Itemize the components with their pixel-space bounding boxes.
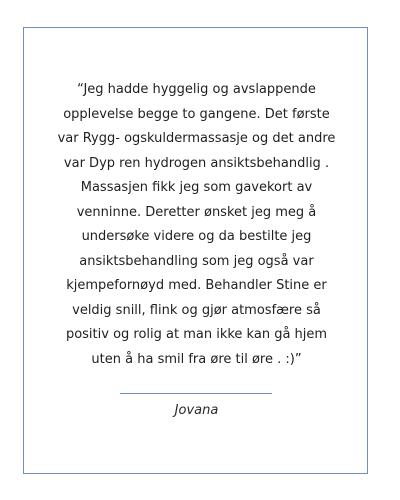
testimonial-author: Jovana — [174, 403, 219, 418]
quote-line: ansiktsbehandling som jeg også var — [79, 253, 314, 269]
quote-line: var Rygg- ogskuldermassasje og det andre — [57, 131, 336, 146]
quote-line: “Jeg hadde hyggelig og avslappende — [77, 82, 316, 97]
author-divider — [120, 393, 272, 394]
quote-line: var Dyp ren hydrogen ansiktsbehandlig . — [63, 155, 330, 171]
testimonial-card — [23, 27, 368, 474]
quote-line: undersøke videre og da bestilte jeg — [81, 229, 312, 244]
testimonial-quote — [24, 78, 369, 372]
quote-line: uten å ha smil fra øre til øre . :)” — [91, 351, 302, 367]
quote-line: positiv og rolig at man ikke kan gå hjem — [65, 327, 328, 342]
quote-line: opplevelse begge to gangene. Det første — [63, 106, 330, 122]
quote-line: kjempefornøyd med. Behandler Stine er — [66, 278, 327, 293]
quote-line: Massasjen fikk jeg som gavekort av — [80, 180, 313, 195]
quote-line: veldig snill, flink og gjør atmosfære så — [72, 302, 321, 318]
quote-line: venninne. Deretter ønsket jeg meg å — [76, 204, 317, 220]
